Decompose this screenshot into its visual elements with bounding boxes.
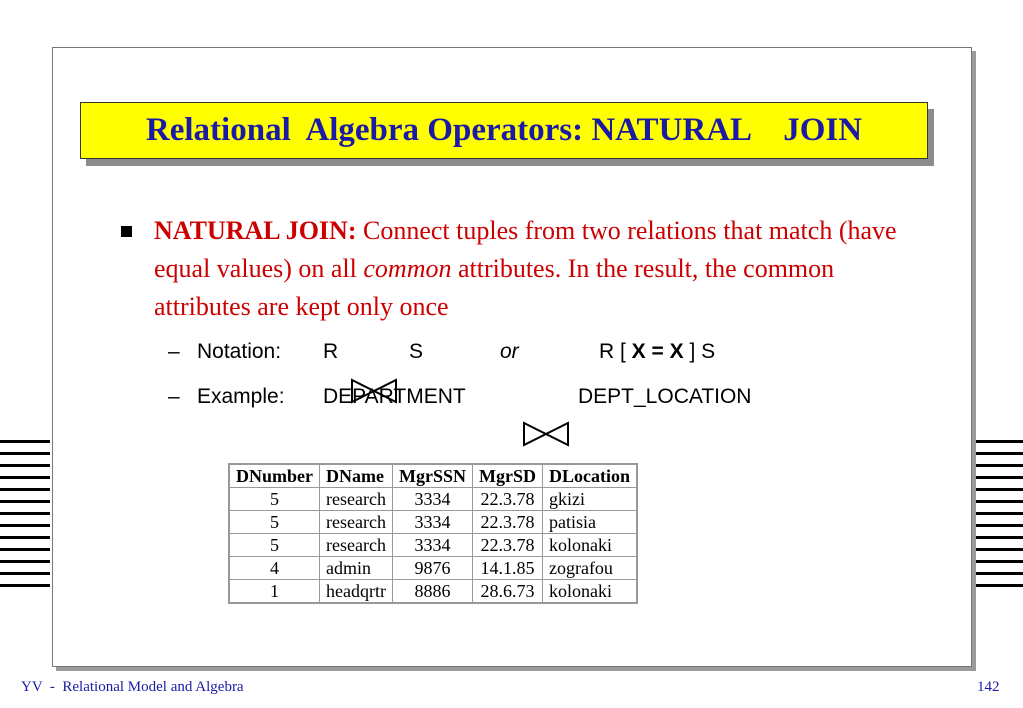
column-header: DName — [320, 464, 393, 488]
table-row — [229, 557, 637, 580]
notation-alt — [599, 340, 715, 364]
notation-label: Notation: — [197, 340, 282, 363]
bullet-paragraph — [154, 212, 914, 326]
title-box — [80, 102, 928, 159]
table-row — [229, 511, 637, 534]
table-row — [229, 488, 637, 511]
column-header: MgrSSN — [392, 464, 472, 488]
column-header: DLocation — [542, 464, 637, 488]
table-cell: 28.6.73 — [472, 580, 542, 604]
table-cell: kolonaki — [542, 580, 637, 604]
table-cell: 8886 — [392, 580, 472, 604]
notation-s: S — [409, 340, 424, 363]
example-label: Example: — [197, 385, 285, 408]
right-decorative-stripes — [975, 440, 1023, 596]
example-left-relation: DEPARTMENT — [323, 385, 466, 408]
left-decorative-stripes — [0, 440, 50, 596]
table-cell: 3334 — [392, 511, 472, 534]
bullet-text-before: Connect tuples from two relations that match (have equal values) on all — [154, 216, 897, 283]
notation-alt-prefix: R [ — [599, 340, 632, 363]
table-cell: 1 — [229, 580, 320, 604]
table-cell: gkizi — [542, 488, 637, 511]
table-cell: 5 — [229, 488, 320, 511]
bullet-term: NATURAL JOIN: — [154, 216, 357, 245]
table-row — [229, 534, 637, 557]
table-cell: 22.3.78 — [472, 511, 542, 534]
example-dash: – — [168, 385, 180, 408]
slide-title: Relational Algebra Operators: NATURAL JOIN — [145, 112, 863, 148]
table-cell: 14.1.85 — [472, 557, 542, 580]
table-cell: research — [320, 488, 393, 511]
bullet-emphasis: common — [363, 254, 452, 283]
table-cell: 3334 — [392, 488, 472, 511]
table-row — [229, 580, 637, 604]
example-line — [168, 385, 828, 415]
footer-course-label: YV - Relational Model and Algebra — [21, 679, 244, 695]
table-cell: 4 — [229, 557, 320, 580]
notation-alt-suffix: ] S — [683, 340, 716, 363]
notation-or: or — [500, 340, 519, 363]
table-cell: kolonaki — [542, 534, 637, 557]
bullet-text-after: attributes. In the result, the common attributes are kept only once — [154, 254, 835, 321]
notation-line — [168, 340, 768, 370]
column-header: MgrSD — [472, 464, 542, 488]
table-cell: research — [320, 511, 393, 534]
natural-join-bowtie-icon — [522, 421, 570, 447]
table-cell: 5 — [229, 511, 320, 534]
table-cell: 3334 — [392, 534, 472, 557]
notation-r: R — [323, 340, 339, 363]
table-cell: 9876 — [392, 557, 472, 580]
bullet-square-icon — [121, 226, 132, 237]
table-cell: 5 — [229, 534, 320, 557]
table-cell: patisia — [542, 511, 637, 534]
footer-page-number: 142 — [977, 679, 1000, 695]
example-right-relation: DEPT_LOCATION — [578, 385, 752, 408]
table-cell: 22.3.78 — [472, 488, 542, 511]
result-table — [228, 463, 638, 604]
table-header-row — [229, 464, 637, 488]
table-cell: zografou — [542, 557, 637, 580]
table-cell: headqrtr — [320, 580, 393, 604]
column-header: DNumber — [229, 464, 320, 488]
table-cell: admin — [320, 557, 393, 580]
notation-alt-attr: X = X — [631, 340, 684, 363]
table-cell: 22.3.78 — [472, 534, 542, 557]
table-cell: research — [320, 534, 393, 557]
notation-dash: – — [168, 340, 180, 363]
